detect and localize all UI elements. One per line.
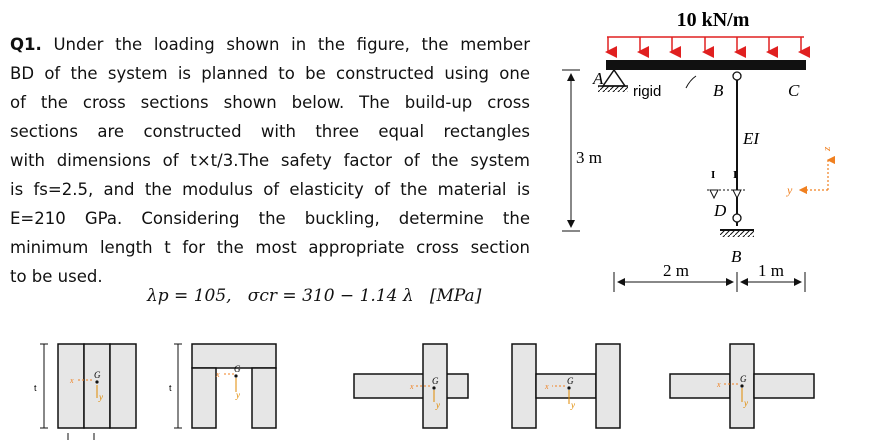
- cs5-x-label: x: [717, 380, 721, 389]
- cs3-x-label: x: [410, 382, 414, 391]
- label-ei: EI: [743, 129, 760, 148]
- question-line-5: with dimensions of t×t/3.The safety factor of the system: [10, 151, 530, 170]
- cross-section-5: [670, 344, 814, 428]
- cs2-y-label: y: [236, 390, 240, 400]
- question-line-1: Q1. Under the loading shown in the figure, the member: [10, 35, 530, 54]
- question-line-9: to be used.: [10, 267, 103, 286]
- cs5-y-label: y: [744, 398, 748, 408]
- formula-lambda-p: λp = 105,: [147, 286, 232, 306]
- label-b-bottom: B: [731, 247, 742, 266]
- cross-section-2: [174, 344, 276, 428]
- i-section-markers: [707, 169, 745, 198]
- cs1-g-label: G: [94, 370, 101, 380]
- cs4-g-label: G: [567, 376, 574, 386]
- height-label: 3 m: [576, 148, 602, 167]
- load-label: 10 kN/m: [676, 9, 750, 31]
- cs4-y-label: y: [571, 400, 575, 410]
- cs1-y-label: y: [99, 392, 103, 402]
- cs1-x-label: x: [70, 376, 74, 385]
- cs4-x-label: x: [545, 382, 549, 391]
- svg-text:I: I: [711, 169, 716, 181]
- span-left-label: 2 m: [663, 261, 689, 280]
- label-c: C: [788, 81, 800, 100]
- question-line-4: sections are constructed with three equal rectangles: [10, 122, 530, 141]
- cs3-g-label: G: [432, 376, 439, 386]
- hinge-b-top: [733, 72, 741, 80]
- rigid-leader: [686, 76, 696, 88]
- question-line-7: E=210 GPa. Considering the buckling, determine the: [10, 209, 530, 228]
- hinge-d: [733, 214, 741, 222]
- cs2-g-label: G: [234, 364, 241, 374]
- axis-y-label: y: [787, 183, 793, 197]
- label-a: A: [593, 69, 604, 88]
- cs1-t-label: t: [34, 383, 37, 393]
- question-line-6: is fs=2.5, and the modulus of elasticity of the material is: [10, 180, 530, 199]
- fixed-support-b: [720, 230, 754, 237]
- axes-indicator: [800, 160, 828, 190]
- formula-unit: [MPa]: [429, 286, 482, 306]
- question-number: Q1.: [10, 35, 42, 54]
- question-line-8: minimum length t for the most appropriate cross section: [10, 238, 530, 257]
- formula-sigma-cr: σcr = 310 − 1.14 λ: [247, 286, 414, 306]
- question-line-2: BD of the system is planned to be constructed using one: [10, 64, 530, 83]
- question-line-3: of the cross sections shown below. The build-up cross: [10, 93, 530, 112]
- svg-text:I: I: [733, 169, 738, 181]
- label-d: D: [714, 201, 727, 220]
- cross-section-1: [40, 344, 136, 440]
- cross-section-4: [512, 344, 620, 428]
- label-b-top: B: [713, 81, 724, 100]
- cs3-y-label: y: [436, 400, 440, 410]
- cs2-x-label: x: [216, 370, 220, 379]
- cs2-t-label: t: [169, 383, 172, 393]
- load-arrows: [608, 37, 801, 52]
- cs5-g-label: G: [740, 374, 747, 384]
- axis-z-label: z: [821, 146, 833, 151]
- rigid-beam: [606, 60, 806, 70]
- label-rigid: rigid: [633, 83, 662, 100]
- span-right-label: 1 m: [758, 261, 784, 280]
